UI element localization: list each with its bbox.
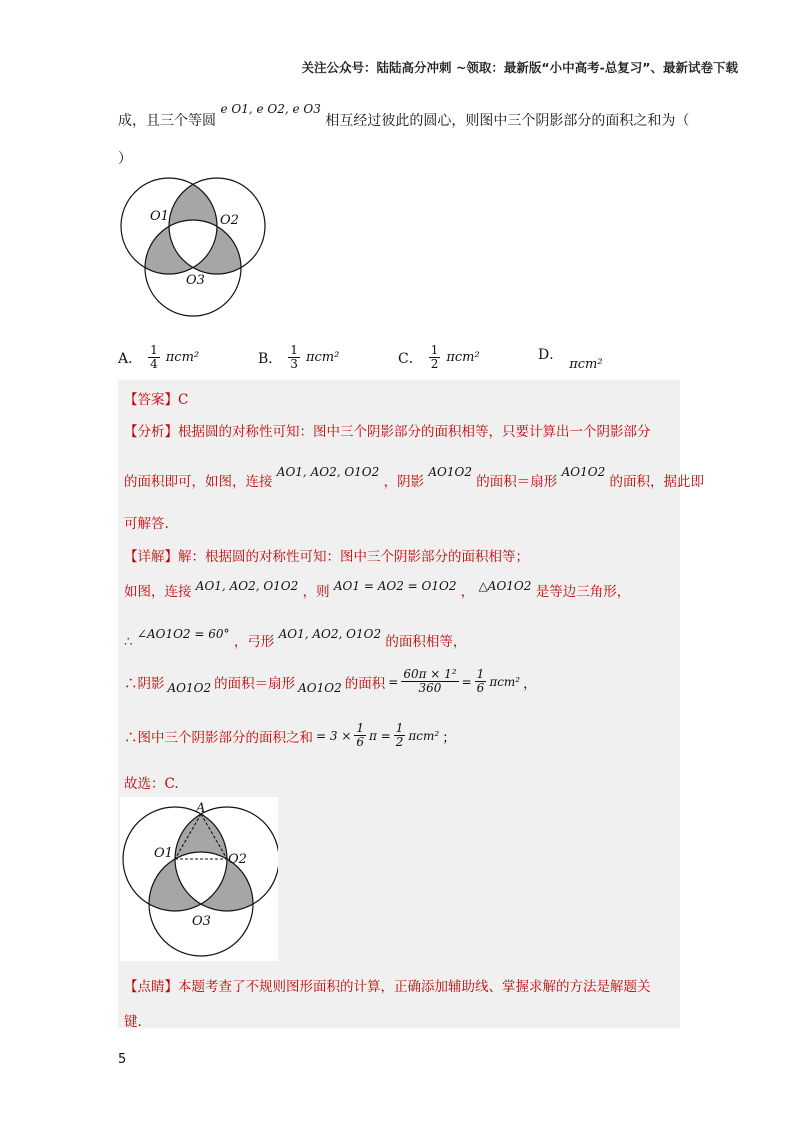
label-a: A (196, 801, 206, 816)
comment-line-2: 键. (124, 1014, 142, 1030)
option-c-letter: C． (398, 350, 423, 367)
label2-o3: O3 (192, 914, 211, 929)
option-c-unit: πcm² (446, 350, 480, 365)
page-header: 关注公众号：陆陆高分冲刺 ~领取：最新版“小中高考-总复习”、最新试卷下载 (301, 60, 738, 75)
question-line-2: ） (118, 151, 132, 167)
three-circles-diagram (116, 176, 276, 318)
comment-label: 【点睛】 (124, 979, 178, 995)
result-fraction: $\frac{1}{6}$ (476, 667, 485, 695)
detail-line-2: 如图，连接 AO1, AO2, O1O2 ，则 AO1 = AO2 = O1O2 ， △AO1O2 是等边三角形， (124, 579, 631, 600)
option-a[interactable] (118, 344, 199, 371)
answer-line (124, 388, 188, 408)
detail-line-5: ∴图中三个阴影部分的面积之和 = 3 × $\frac{1}{6}$ π = $\frac{1}{2}$ πcm² ； (124, 721, 456, 749)
question-line-1 (118, 102, 690, 130)
answer-value: C (178, 392, 189, 408)
choose-line: 故选：C. (124, 776, 179, 792)
detail-line-3: ∴ ∠AO1O2 = 60° ，弓形 AO1, AO2, O1O2 的面积相等， (124, 627, 467, 650)
answer-label: 【答案】 (124, 392, 178, 408)
question-suffix: 相互经过彼此的圆心，则图中三个阴影部分的面积之和为（ (325, 113, 690, 129)
label2-o2: O2 (228, 852, 247, 867)
analysis-line-2: 的面积即可，如图，连接 AO1, AO2, O1O2 ，阴影 AO1O2 的面积＝扇形 AO1O2 的面积，据此即 (124, 465, 705, 490)
question-prefix: 成，且三个等圆 (118, 113, 216, 129)
option-d[interactable] (538, 344, 603, 372)
option-a-fraction: $\frac{1}{4}$ (150, 343, 158, 371)
three-circles-with-triangle-diagram (120, 797, 278, 961)
option-b[interactable] (258, 344, 339, 371)
half-fraction: $\frac{1}{2}$ (395, 721, 404, 749)
label-o2: O2 (220, 213, 239, 228)
label-o1: O1 (150, 209, 169, 224)
analysis-line-3: 可解答. (124, 516, 169, 532)
label2-o1: O1 (154, 846, 173, 861)
comment-line-1: 【点睛】本题考查了不规则图形面积的计算，正确添加辅助线、掌握求解的方法是解题关 (124, 979, 651, 995)
option-b-fraction: $\frac{1}{3}$ (290, 343, 298, 371)
detail-label: 【详解】 (124, 549, 178, 565)
detail-line-1: 【详解】解：根据圆的对称性可知：图中三个阴影部分的面积相等； (124, 549, 529, 565)
analysis-line-1: 【分析】根据圆的对称性可知：图中三个阴影部分的面积相等，只要计算出一个阴影部分 (124, 424, 651, 440)
detail-line-4: ∴阴影 AO1O2 的面积＝扇形 AO1O2 的面积 = $\frac{\text{60π × 1²}}{360}$ = $\frac{1}{6}$ πcm² ， (124, 667, 537, 695)
option-b-unit: πcm² (305, 350, 340, 365)
option-c-fraction: $\frac{1}{2}$ (430, 343, 439, 371)
page-number: 5 (118, 1052, 127, 1067)
circles-symbol: e O1, e O2, e O3 (220, 102, 321, 116)
third-fraction: $\frac{1}{6}$ (356, 721, 365, 749)
option-c[interactable] (398, 344, 480, 371)
option-b-letter: B． (258, 350, 283, 367)
analysis-label: 【分析】 (124, 424, 178, 440)
option-a-unit: πcm² (165, 350, 200, 365)
option-d-letter: D． (538, 347, 564, 363)
area-fraction: $\frac{\text{60π × 1²}}{360}$ (403, 667, 457, 695)
option-a-letter: A． (118, 350, 143, 367)
label-o3: O3 (186, 273, 205, 288)
option-d-unit: πcm² (569, 356, 603, 372)
